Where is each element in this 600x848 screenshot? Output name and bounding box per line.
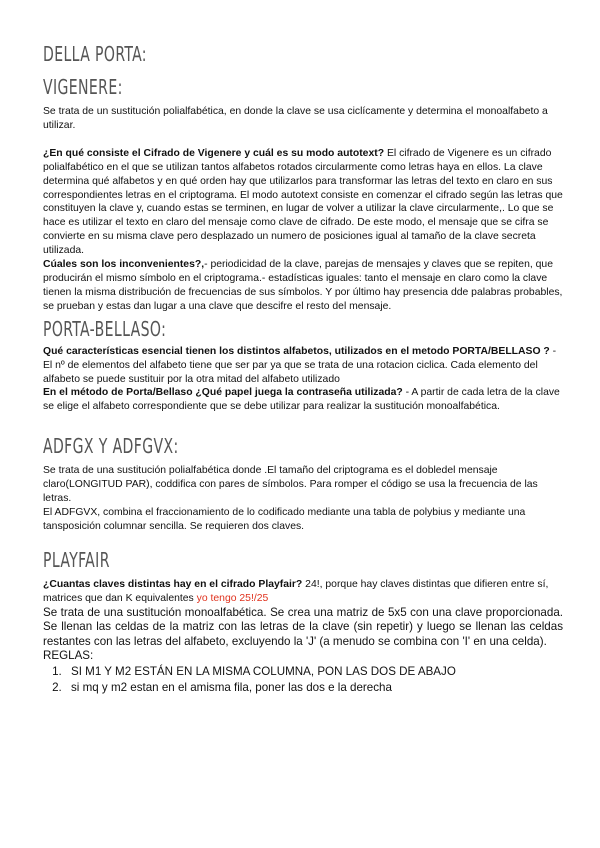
vigenere-answer-2: - periodicidad de la clave, parejas de mensajes y claves que se repiten, que producirán el mismo símbolo en el criptograma.- estadísticas iguales: tanto el mensaje en claro como la clave tienen la misma distribución de frecuencias de sus símbolos. Y por último hay presencia dde palabras probables, se prueban y estas dan lugar a una clave que descifre el resto del mensaje. — [43, 259, 563, 312]
playfair-note: yo tengo 25!/25 — [196, 592, 269, 604]
playfair-answer-1: 24!, porque hay claves distintas que difieren entre sí, matrices que dan K equivalentes — [43, 578, 549, 604]
playfair-rule: 1. SI M1 Y M2 ESTÁN EN LA MISMA COLUMNA, PON LAS DOS DE ABAJO — [65, 664, 563, 680]
playfair-description: Se trata de una sustitución monoalfabética. Se crea una matriz de 5x5 con una clave proporcionada. Se llenan las celdas de la matriz con las letras de la clave (sin repetir) y luego se llenan las celdas restantes con las letras del alfabeto, excluyendo la 'J' (a menudo se combina con 'I' en una celda). — [43, 605, 563, 648]
heading-della-porta: DELLA PORTA: — [43, 42, 147, 66]
vigenere-inconvenientes-block — [43, 258, 563, 314]
playfair-rules-list — [43, 664, 563, 696]
playfair-question-1: ¿Cuantas claves distintas hay en el cifrado Playfair? — [43, 578, 303, 590]
porta-bellaso-block-1 — [43, 345, 563, 387]
heading-playfair: PLAYFAIR — [43, 547, 110, 572]
heading-porta-bellaso: PORTA-BELLASO: — [43, 316, 167, 341]
porta-bellaso-question-1: Qué características esencial tienen los distintos alfabetos, utilizados en el metodo PORTA/BELLASO ? — [43, 345, 550, 357]
playfair-rules-label: REGLAS: — [43, 649, 94, 663]
porta-bellaso-answer-2: - A partir de cada letra de la clave se elige el alfabeto correspondiente que se debe utilizar para realizar la sustitución monoalfabética. — [43, 387, 560, 413]
playfair-question-block — [43, 578, 563, 606]
porta-bellaso-question-2: En el método de Porta/Bellaso ¿Qué papel juega la contraseña utilizada? — [43, 387, 403, 399]
vigenere-answer-1: El cifrado de Vigenere es un cifrado polialfabético en el que se utilizan tantos alfabetos rotados circularmente como letras haya en ellos. La clave determina qué alfabetos y en qué orden hay que utilizarlos para transformar las letras del texto en claro en sus correspondientes letras en el criptograma. El modo autotext consiste en comenzar el cifrado según las letras que constituyen la clave y, cuando estas se terminen, en lugar de volver a utilizar la clave circularmente,. Lo que se hace es utilizar el texto en claro del mensaje como clave de cifrado. De este modo, el mensaje que se cifra se convierte en su misma clave pero desplazado un numero de posiciones igual al tamaño de la clave secreta utilizada. — [43, 147, 563, 257]
document-page — [43, 42, 563, 696]
vigenere-intro: Se trata de un sustitución polialfabética, en donde la clave se usa ciclícamente y determina el monoalfabeto a utilizar. — [43, 106, 548, 131]
vigenere-question-1: ¿En qué consiste el Cifrado de Vigenere y cuál es su modo autotext? — [43, 147, 385, 159]
vigenere-question-2: Cúales son los inconvenientes?, — [43, 259, 205, 271]
adfgx-paragraph-1: Se trata de una sustitución polialfabética donde .El tamaño del criptograma es el dobledel mensaje claro(LONGITUD PAR), coddifica con pares de símbolos. Para romper el código se usa la frecuencia de las letras. — [43, 465, 538, 505]
playfair-rule: 2. si mq y m2 estan en el amisma fila, poner las dos e la derecha — [65, 680, 563, 696]
vigenere-question-block — [43, 147, 563, 258]
porta-bellaso-block-2 — [43, 386, 563, 414]
porta-bellaso-answer-1: - El nº de elementos del alfabeto tiene que ser par ya que se trata de una rotacion ciclica. Cada elemento del alfabeto se puede sustituir por la otra mitad del alfabeto utilizado — [43, 345, 557, 385]
adfgx-paragraph-2: El ADFGVX, combina el fraccionamiento de lo codificado mediante una tabla de polybius y mediante una tansposición columnar sencilla. Se requieren dos claves. — [43, 506, 526, 532]
heading-vigenere: VIGENERE: — [43, 75, 123, 99]
heading-adfgx: ADFGX Y ADFGVX: — [43, 434, 179, 459]
